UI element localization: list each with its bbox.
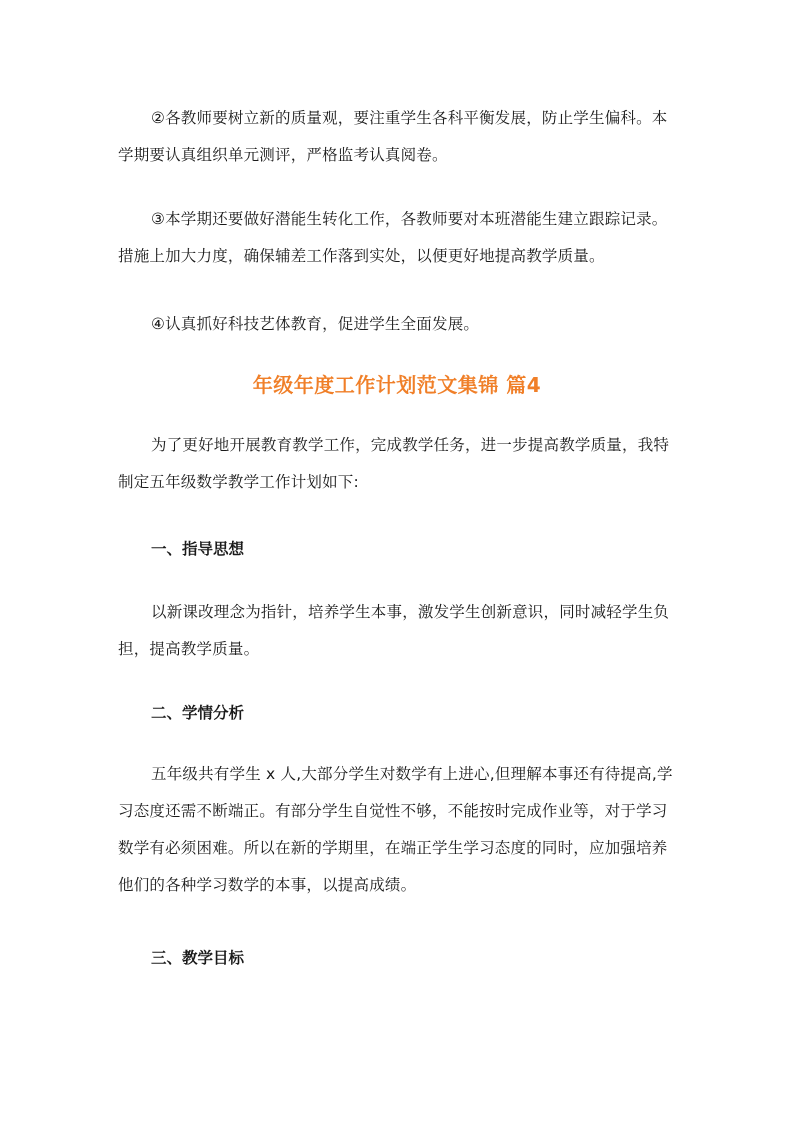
heading-student-analysis: 二、学情分析 (151, 704, 245, 722)
heading-guiding-ideology: 一、指导思想 (151, 540, 245, 558)
paragraph-intro: 为了更好地开展教育教学工作，完成教学任务，进一步提高教学质量，我特制定五年级数学教学工作计划如下: (118, 436, 670, 491)
paragraph-guiding-ideology: 以新课改理念为指针，培养学生本事，激发学生创新意识，同时减轻学生负担，提高教学质量。 (118, 603, 670, 658)
heading-teaching-goals: 三、教学目标 (151, 949, 245, 967)
paragraph-potential-students: ③本学期还要做好潜能生转化工作，各教师要对本班潜能生建立跟踪记录。措施上加大力度，确保辅差工作落到实处，以便更好地提高教学质量。 (118, 210, 668, 265)
paragraph-quality-view: ②各教师要树立新的质量观，要注重学生各科平衡发展，防止学生偏科。本学期要认真组织单元测评，严格监考认真阅卷。 (118, 109, 668, 164)
paragraph-student-analysis: 五年级共有学生 x 人,大部分学生对数学有上进心,但理解本事还有待提高,学习态度还需不断端正。有部分学生自觉性不够，不能按时完成作业等，对于学习数学有必须困难。所以在新的学期里，在端正学生学习态度的同时，应加强培养他们的各种学习数学的本事，以提高成绩。 (118, 765, 673, 894)
paragraph-arts-education: ④认真抓好科技艺体教育，促进学生全面发展。 (151, 315, 480, 333)
section-title: 年级年度工作计划范文集锦 篇4 (252, 373, 542, 397)
